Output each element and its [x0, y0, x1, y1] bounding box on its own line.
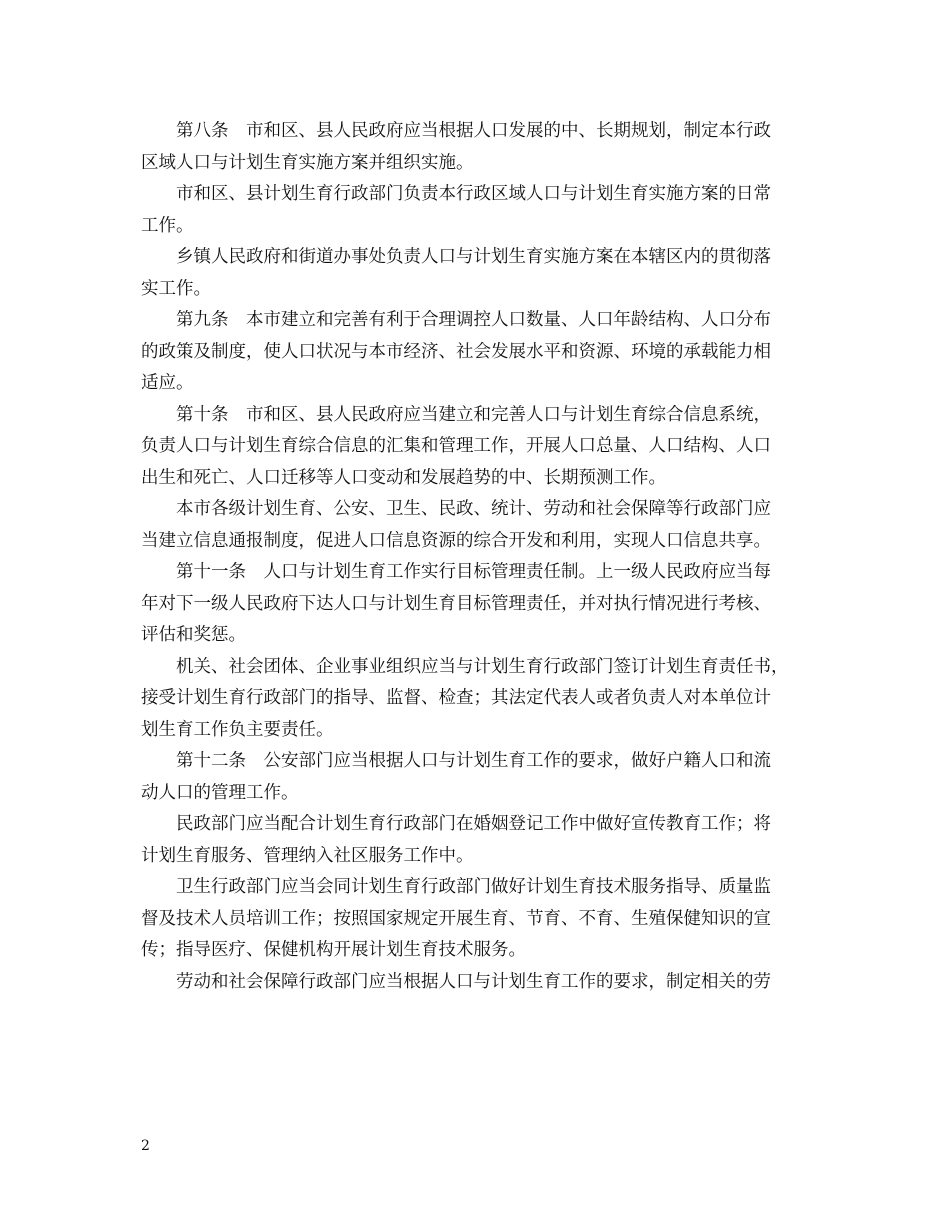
paragraph [141, 557, 811, 652]
paragraph [141, 872, 811, 967]
paragraph [141, 242, 811, 305]
text-line: 工作。 [141, 215, 194, 236]
paragraph [141, 746, 811, 809]
text-line: 划生育工作负主要责任。 [141, 719, 334, 740]
text-line: 适应。 [141, 373, 194, 393]
text-line: 本市各级计划生育、公安、卫生、民政、统计、劳动和社会保障等行政部门应 [176, 499, 771, 519]
paragraph [141, 809, 811, 872]
text-line: 第九条 本市建立和完善有利于合理调控人口数量、人口年龄结构、人口分布 [176, 310, 771, 330]
text-line: 民政部门应当配合计划生育行政部门在婚姻登记工作中做好宣传教育工作；将 [176, 814, 771, 834]
text-line: 负责人口与计划生育综合信息的汇集和管理工作，开展人口总量、人口结构、人口 [141, 436, 771, 456]
paragraph [141, 967, 811, 999]
text-line: 卫生行政部门应当会同计划生育行政部门做好计划生育技术服务指导、质量监 [176, 877, 771, 897]
text-line: 的政策及制度，使人口状况与本市经济、社会发展水平和资源、环境的承载能力相 [141, 341, 771, 362]
paragraph [141, 400, 811, 495]
text-line: 动人口的管理工作。 [141, 782, 299, 803]
text-line: 计划生育服务、管理纳入社区服务工作中。 [141, 845, 474, 866]
text-line: 区域人口与计划生育实施方案并组织实施。 [141, 152, 474, 173]
text-line: 实工作。 [141, 278, 211, 299]
text-line: 当建立信息通报制度，促进人口信息资源的综合开发和利用，实现人口信息共享。 [141, 530, 771, 551]
document-body [141, 116, 811, 998]
text-line: 第十一条 人口与计划生育工作实行目标管理责任制。上一级人民政府应当每 [176, 562, 771, 582]
paragraph [141, 652, 811, 747]
text-line: 劳动和社会保障行政部门应当根据人口与计划生育工作的要求，制定相关的劳 [176, 971, 771, 992]
text-line: 接受计划生育行政部门的指导、监督、检查；其法定代表人或者负责人对本单位计 [141, 688, 771, 708]
page-number: 2 [141, 1138, 150, 1154]
text-line: 评估和奖惩。 [141, 625, 246, 645]
text-line: 第十条 市和区、县人民政府应当建立和完善人口与计划生育综合信息系统， [176, 404, 771, 425]
paragraph [141, 494, 811, 557]
text-line: 机关、社会团体、企业事业组织应当与计划生育行政部门签订计划生育责任书， [176, 656, 789, 677]
text-line: 第十二条 公安部门应当根据人口与计划生育工作的要求，做好户籍人口和流 [176, 751, 771, 771]
text-line: 传；指导医疗、保健机构开展计划生育技术服务。 [141, 940, 526, 960]
paragraph [141, 305, 811, 400]
paragraph [141, 179, 811, 242]
text-line: 年对下一级人民政府下达人口与计划生育目标管理责任，并对执行情况进行考核、 [141, 593, 771, 614]
text-line: 出生和死亡、人口迁移等人口变动和发展趋势的中、长期预测工作。 [141, 467, 666, 488]
text-line: 乡镇人民政府和街道办事处负责人口与计划生育实施方案在本辖区内的贯彻落 [176, 247, 771, 267]
text-line: 第八条 市和区、县人民政府应当根据人口发展的中、长期规划，制定本行政 [176, 121, 771, 141]
text-line: 督及技术人员培训工作；按照国家规定开展生育、节育、不育、生殖保健知识的宣 [141, 908, 771, 929]
paragraph [141, 116, 811, 179]
text-line: 市和区、县计划生育行政部门负责本行政区域人口与计划生育实施方案的日常 [176, 184, 771, 204]
